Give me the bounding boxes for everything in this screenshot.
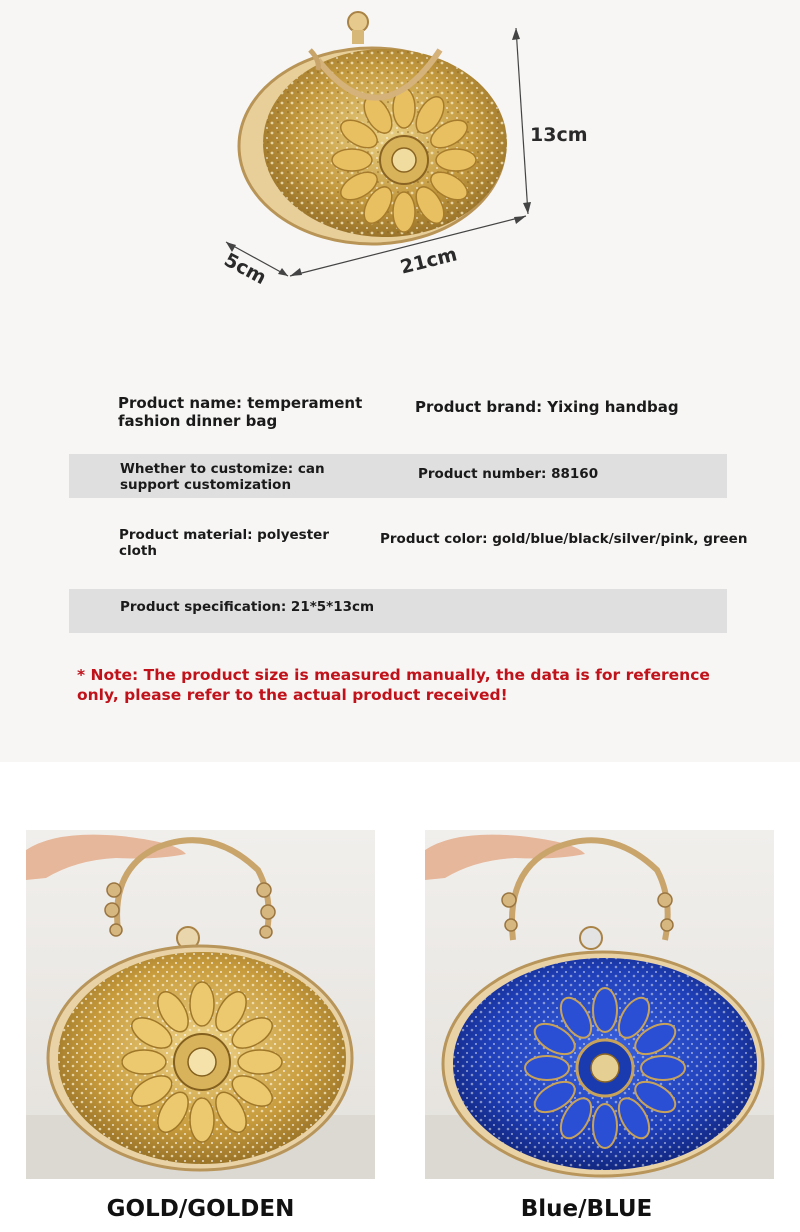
product-name-spec: Product name: temperament fashion dinner bag: [118, 394, 363, 430]
product-material-spec: Product material: polyester cloth: [119, 527, 329, 560]
gold-bag-photo: [26, 830, 375, 1179]
depth-dimension-label: 5cm: [220, 248, 270, 290]
size-disclaimer-note: * Note: The product size is measured manually, the data is for reference only, please refer to the actual product received!: [77, 666, 710, 705]
product-brand-spec: Product brand: Yixing handbag: [415, 398, 679, 416]
blue-variant-caption: Blue/BLUE: [520, 1196, 653, 1222]
width-dimension-label: 21cm: [398, 243, 460, 279]
blue-bag-photo: [425, 830, 774, 1179]
product-number-spec: Product number: 88160: [418, 466, 599, 482]
customize-spec: Whether to customize: can support customization: [120, 461, 325, 494]
height-dimension-label: 13cm: [530, 124, 588, 146]
product-color-spec: Product color: gold/blue/black/silver/pink, green: [380, 531, 748, 547]
hero-bag-illustration: [0, 0, 800, 330]
product-specification-spec: Product specification: 21*5*13cm: [120, 599, 375, 615]
gold-variant-caption: GOLD/GOLDEN: [106, 1196, 295, 1222]
